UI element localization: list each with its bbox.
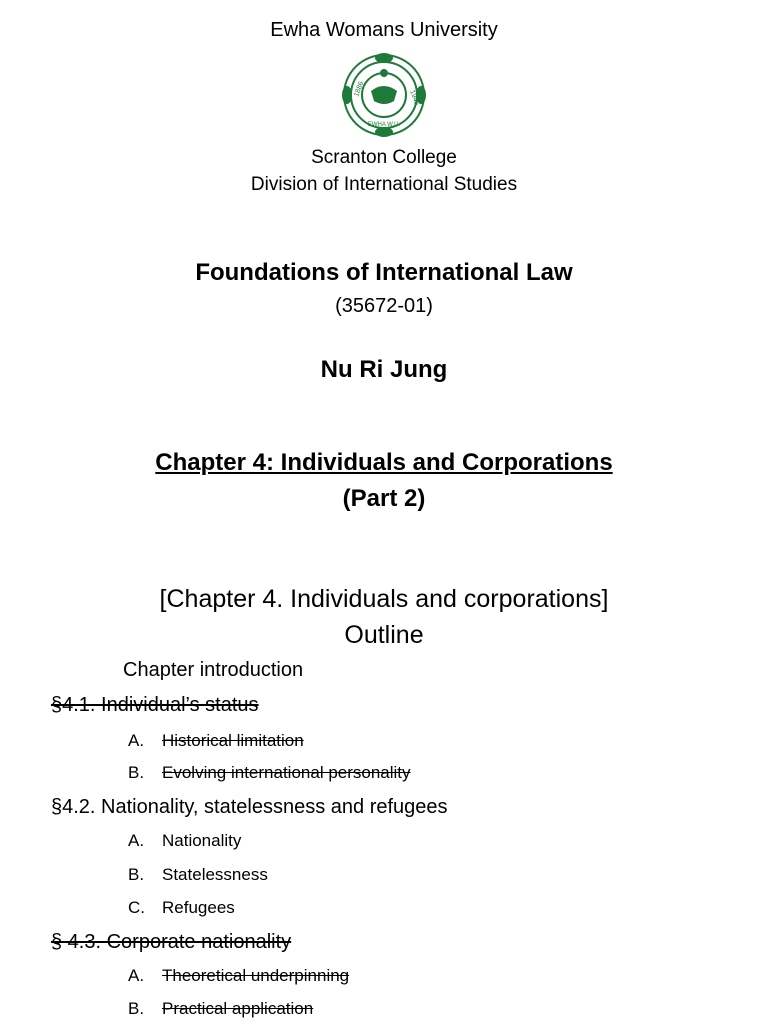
chapter-introduction: Chapter introduction xyxy=(123,659,304,681)
list-item-letter: A. xyxy=(128,966,145,985)
college-name: Scranton College xyxy=(311,147,457,168)
list-item-letter: B. xyxy=(128,865,145,884)
chapter-title: Chapter 4: Individuals and Corporations xyxy=(155,449,613,476)
outline-subheading: Outline xyxy=(344,621,424,649)
list-item-letter: C. xyxy=(128,898,145,917)
university-name: Ewha Womans University xyxy=(270,19,498,41)
seal-year-left: 1886 xyxy=(353,80,366,98)
list-item xyxy=(128,898,235,918)
list-item xyxy=(128,966,349,986)
list-item-text: Statelessness xyxy=(162,865,268,884)
list-item-text: Evolving international personality xyxy=(162,763,411,782)
division-name: Division of International Studies xyxy=(250,174,518,195)
outline-heading: [Chapter 4. Individuals and corporations] xyxy=(159,585,609,613)
list-item xyxy=(128,763,411,783)
list-item-text: Practical application xyxy=(162,999,314,1018)
list-item-text: Refugees xyxy=(162,898,235,917)
list-item-text: Historical limitation xyxy=(162,731,304,750)
university-seal-icon xyxy=(341,51,427,139)
course-code: (35672-01) xyxy=(335,295,433,317)
section-4-3: § 4.3. Corporate nationality xyxy=(51,931,292,953)
list-item-letter: B. xyxy=(128,999,145,1018)
list-item xyxy=(128,999,313,1019)
list-item xyxy=(128,865,268,885)
instructor-name: Nu Ri Jung xyxy=(320,356,448,383)
list-item-letter: A. xyxy=(128,831,145,850)
list-item-letter: A. xyxy=(128,731,145,750)
course-title: Foundations of International Law xyxy=(195,259,573,286)
list-item-letter: B. xyxy=(128,763,145,782)
seal-year-right: 1945 xyxy=(408,89,421,107)
list-item xyxy=(128,731,304,751)
seal-bottom-text: EWHA W.U. xyxy=(367,122,401,128)
list-item xyxy=(128,831,241,851)
chapter-part: (Part 2) xyxy=(342,485,426,512)
list-item-text: Theoretical underpinning xyxy=(162,966,350,985)
section-4-2: §4.2. Nationality, statelessness and refugees xyxy=(51,796,448,818)
section-4-1: §4.1. Individual’s status xyxy=(51,694,259,716)
list-item-text: Nationality xyxy=(162,831,242,850)
